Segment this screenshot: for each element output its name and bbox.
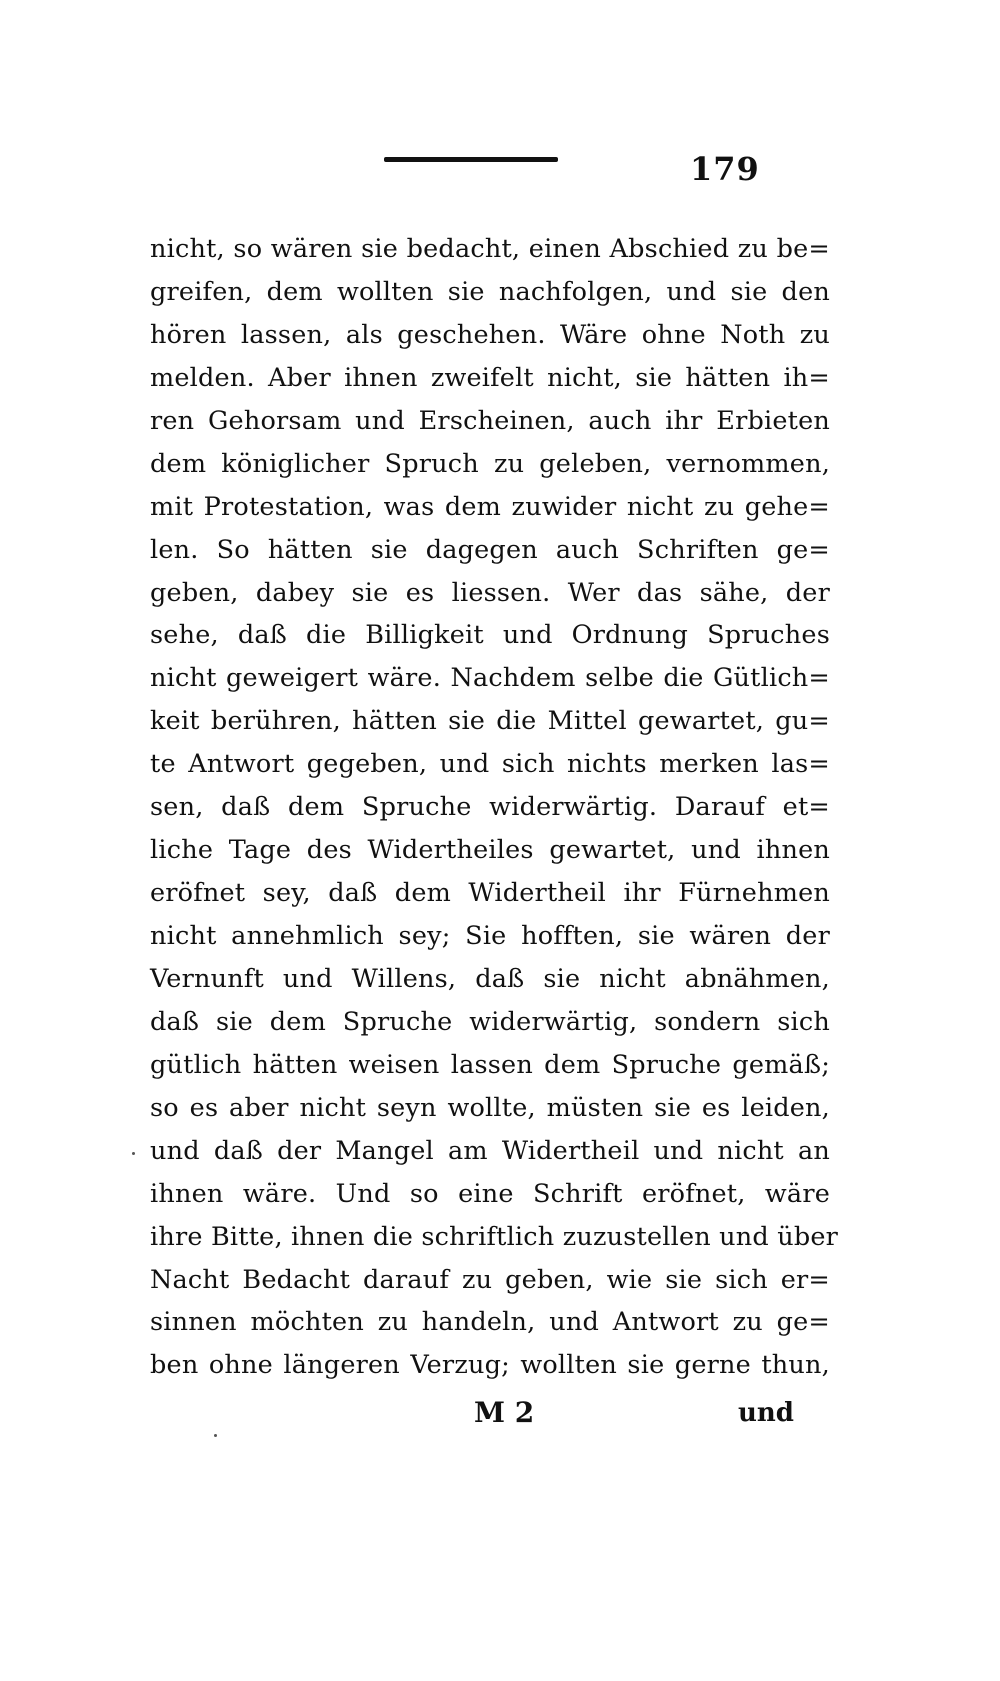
text-line: te Antwort gegeben, und sich nichts merken las= [150,749,830,780]
text-line: Vernunft und Willens, daß sie nicht abnähmen, [150,963,830,994]
text-line: sehe, daß die Billigkeit und Ordnung Spruches [150,620,830,651]
text-line: nicht annehmlich sey; Sie hofften, sie wären der [150,921,830,951]
text-line: so es aber nicht seyn wollte, müsten sie es leiden, [150,1092,830,1123]
text-line: greifen, dem wollten sie nachfolgen, und sie den [150,276,830,307]
text-line: ihre Bitte, ihnen die schriftlich zuzustellen und über [150,1221,839,1252]
text-line: mit Protestation, was dem zuwider nicht zu gehe= [150,491,830,522]
page-number: 179 [690,150,760,188]
header-rule [384,157,558,162]
text-line: geben, dabey sie es liessen. Wer das sähe, der [150,577,830,608]
text-line: sinnen möchten zu handeln, und Antwort zu ge= [150,1307,830,1338]
text-line: nicht, so wären sie bedacht, einen Abschied zu be= [150,234,830,264]
text-line: nicht geweigert wäre. Nachdem selbe die Gütlich= [150,663,830,694]
text-line: Nacht Bedacht darauf zu geben, wie sie sich er= [150,1264,830,1295]
ink-speck [132,1152,135,1155]
text-line: ihnen wäre. Und so eine Schrift eröfnet, wäre [150,1178,830,1209]
text-line: eröfnet sey, daß dem Widertheil ihr Fürnehmen [150,878,830,909]
ink-speck [214,1434,217,1437]
text-line: dem königlicher Spruch zu geleben, vernommen, [150,448,830,479]
signature-mark: M 2 [474,1396,535,1429]
text-line: ren Gehorsam und Erscheinen, auch ihr Erbieten [150,405,830,436]
text-line: und daß der Mangel am Widertheil und nicht an [150,1135,830,1166]
text-line: daß sie dem Spruche widerwärtig, sondern sich [150,1006,830,1037]
text-line: len. So hätten sie dagegen auch Schriften ge= [150,534,830,565]
text-line: melden. Aber ihnen zweifelt nicht, sie hätten ih= [150,362,830,393]
body-text [150,228,839,1387]
text-line: gütlich hätten weisen lassen dem Spruche gemäß; [150,1049,830,1080]
catchword: und [738,1398,794,1428]
text-line: sen, daß dem Spruche widerwärtig. Darauf et= [150,792,830,823]
text-line: ben ohne längeren Verzug; wollten sie gerne thun, [150,1350,830,1381]
text-line: liche Tage des Widertheiles gewartet, und ihnen [150,835,830,866]
text-line: hören lassen, als geschehen. Wäre ohne Noth zu [150,319,830,350]
text-line: keit berühren, hätten sie die Mittel gewartet, gu= [150,706,830,737]
